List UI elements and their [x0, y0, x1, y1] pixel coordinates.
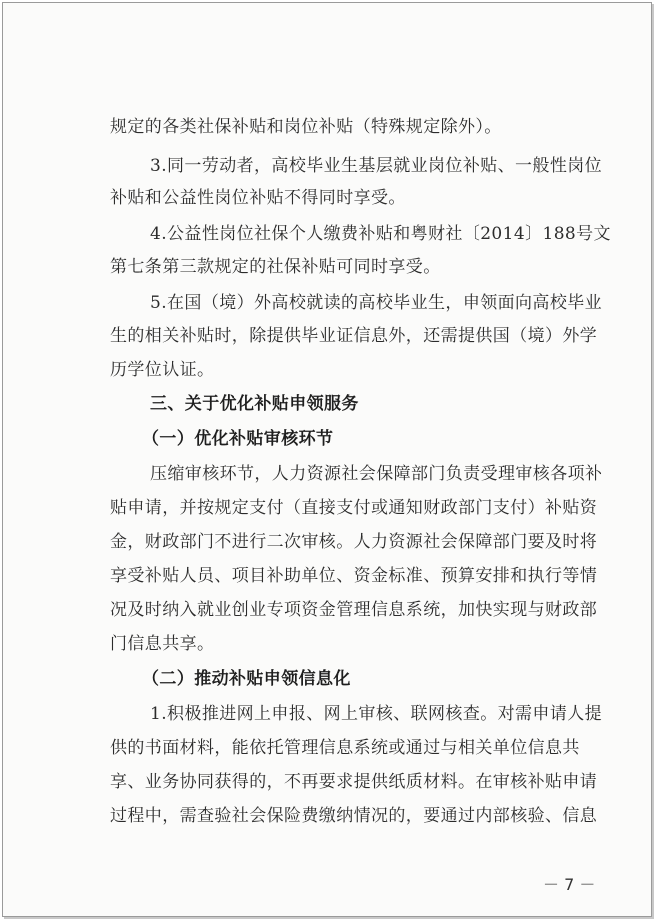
- body-text-line: 贴申请，并按规定支付（直接支付或通知财政部门支付）补贴资: [110, 498, 598, 518]
- document-page: [2, 2, 652, 917]
- body-text-line: 门信息共享。: [110, 634, 215, 654]
- body-text-line: 压缩审核环节，人力资源社会保障部门负责受理审核各项补: [150, 464, 603, 484]
- body-text-line: 况及时纳入就业创业专项资金管理信息系统，加快实现与财政部: [110, 600, 598, 620]
- body-text-line: 补贴和公益性岗位补贴不得同时享受。: [110, 188, 406, 208]
- subsection-heading: （二）推动补贴申领信息化: [142, 669, 351, 689]
- body-text-line: 历学位认证。: [110, 360, 215, 380]
- body-text-line: 供的书面材料，能依托管理信息系统或通过与相关单位信息共: [110, 738, 580, 758]
- subsection-heading: （一）优化补贴审核环节: [142, 429, 334, 449]
- section-heading: 三、关于优化补贴申领服务: [150, 394, 359, 414]
- page-number: － 7 －: [543, 875, 596, 894]
- body-text-line: 生的相关补贴时，除提供毕业证信息外，还需提供国（境）外学: [110, 326, 598, 346]
- body-text-line: 金，财政部门不进行二次审核。人力资源社会保障部门要及时将: [110, 532, 598, 552]
- body-text-line: 5.在国（境）外高校就读的高校毕业生，申领面向高校毕业: [150, 293, 603, 313]
- body-text-line: 享、业务协同获得的，不再要求提供纸质材料。在审核补贴申请: [110, 772, 598, 792]
- body-text-line: 3.同一劳动者，高校毕业生基层就业岗位补贴、一般性岗位: [150, 156, 603, 176]
- body-text-line: 第七条第三款规定的社保补贴可同时享受。: [110, 257, 441, 277]
- body-text-line: 过程中，需查验社会保险费缴纳情况的，要通过内部核验、信息: [110, 806, 598, 826]
- body-text-line: 享受补贴人员、项目补助单位、资金标准、预算安排和执行等情: [110, 566, 598, 586]
- body-text-line: 4.公益性岗位社保个人缴费补贴和粤财社〔2014〕188号文: [150, 224, 611, 244]
- body-text-line: 1.积极推进网上申报、网上审核、联网核查。对需申请人提: [150, 704, 603, 724]
- body-text-line: 规定的各类社保补贴和岗位补贴（特殊规定除外）。: [110, 117, 502, 137]
